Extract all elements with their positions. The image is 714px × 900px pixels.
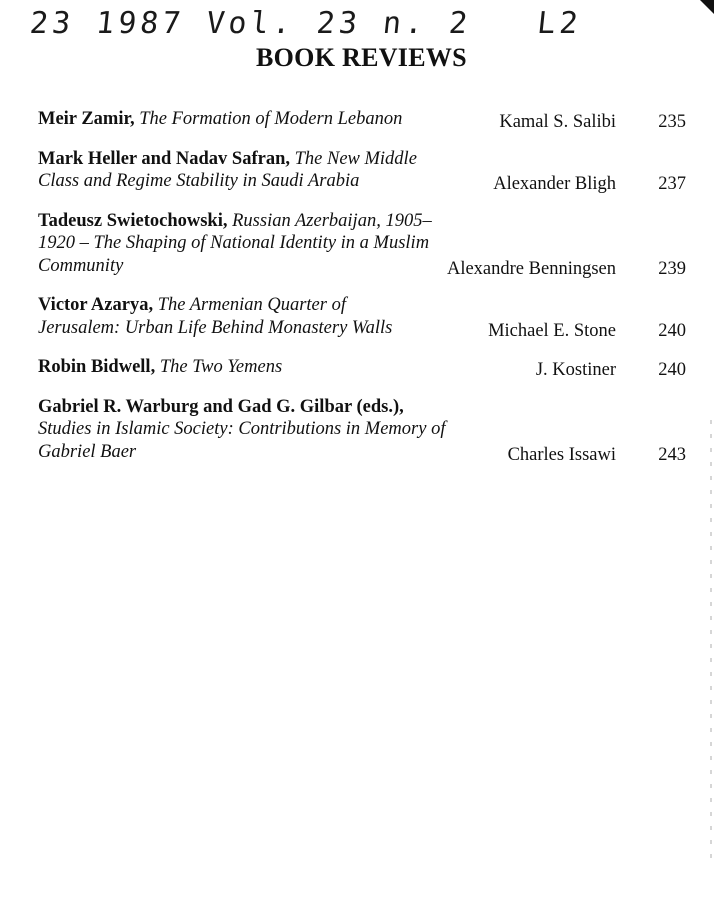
reviewer-name: Alexandre Benningsen: [446, 258, 616, 279]
review-entry: [38, 108, 688, 131]
book-citation: [38, 396, 448, 464]
reviewer-name: Charles Issawi: [507, 444, 616, 465]
page-number: 240: [658, 360, 686, 380]
page-number: 235: [658, 112, 686, 132]
book-title: The Formation of Modern Lebanon: [139, 109, 403, 129]
reviewer-name: Michael E. Stone: [488, 320, 616, 341]
review-entry: [38, 396, 688, 464]
book-title: Studies in Islamic Society: Contributions in Memory of Gabriel Baer: [38, 419, 446, 462]
book-citation: [38, 294, 423, 339]
review-entry: [38, 294, 688, 339]
scan-edge-artifact: [710, 420, 712, 860]
page-number: 240: [658, 320, 686, 341]
book-citation: [38, 108, 423, 131]
book-citation: [38, 356, 423, 379]
review-entry: [38, 210, 688, 278]
reviewer-name: Alexander Bligh: [493, 174, 616, 194]
handwritten-annotation: 23 1987 Vol. 23 n. 2 L2: [28, 6, 584, 41]
book-author: Meir Zamir,: [38, 109, 135, 129]
review-entry: [38, 148, 688, 193]
review-list: [38, 108, 688, 480]
book-title: The Two Yemens: [159, 357, 283, 377]
reviewer-name: J. Kostiner: [535, 360, 616, 380]
book-author: Gabriel R. Warburg and Gad G. Gilbar (eds.),: [38, 396, 404, 417]
book-title: The New Middle Class and Regime Stability in Saudi Arabia: [38, 148, 417, 191]
book-author: Tadeusz Swietochowski,: [38, 210, 228, 231]
page-title: BOOK REVIEWS: [256, 43, 467, 72]
reviewer-name: Kamal S. Salibi: [499, 112, 616, 132]
book-title: The Armenian Quarter of Jerusalem: Urban Life Behind Monastery Walls: [38, 295, 393, 338]
book-citation: [38, 210, 448, 278]
book-title: Russian Azerbaijan, 1905–1920 – The Shaping of National Identity in a Muslim Community: [38, 210, 432, 276]
book-author: Mark Heller and Nadav Safran,: [38, 148, 290, 169]
page-number: 243: [658, 444, 686, 465]
book-author: Robin Bidwell,: [38, 357, 156, 377]
book-citation: [38, 148, 423, 193]
page-number: 239: [658, 258, 686, 279]
review-entry: [38, 356, 688, 379]
book-author: Victor Azarya,: [38, 295, 154, 315]
page-number: 237: [658, 174, 686, 194]
scan-corner-mark: [700, 0, 714, 14]
